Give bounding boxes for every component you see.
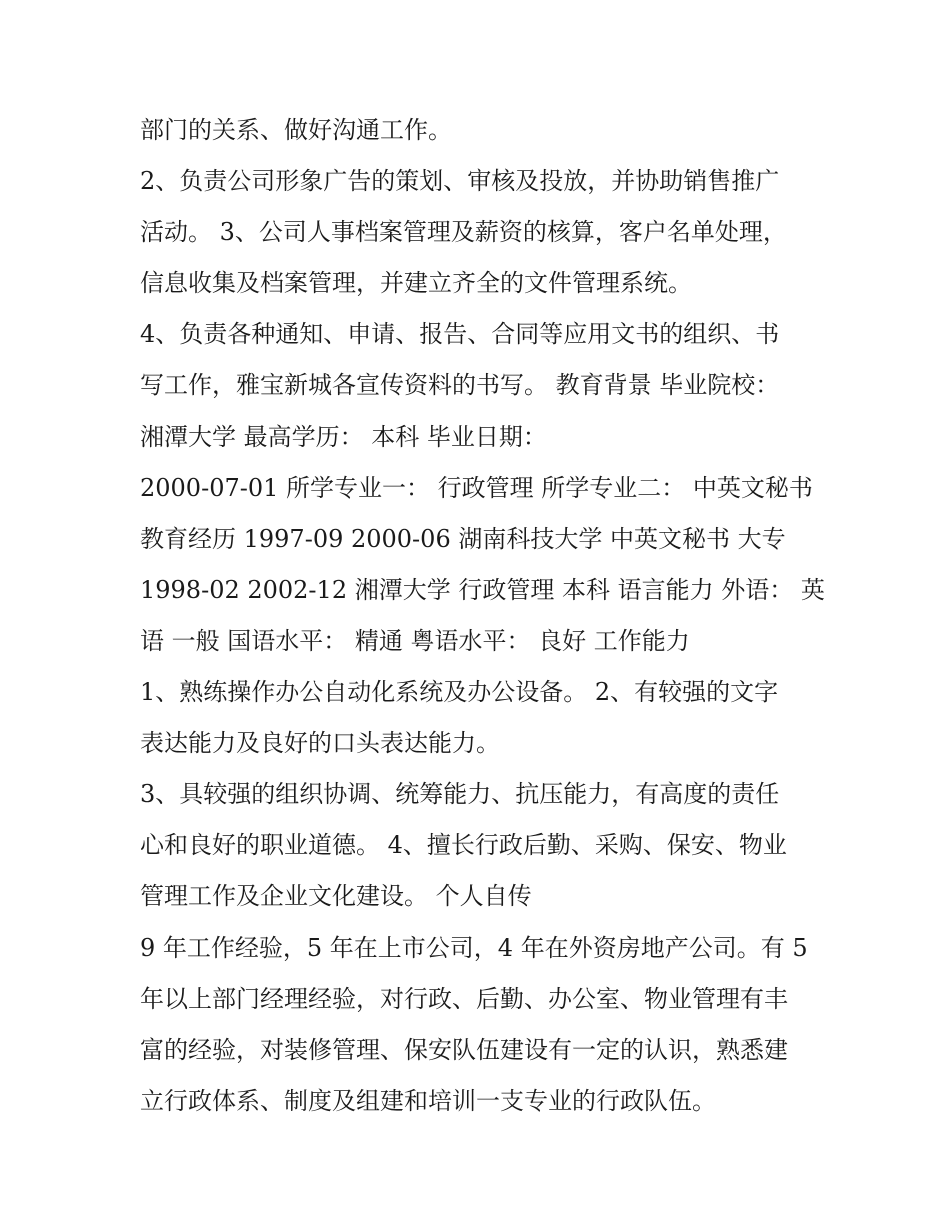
- text-line: 教育经历 1997-09 2000-06 湖南科技大学 中英文秘书 大专: [140, 524, 786, 553]
- text-line: 富的经验，对装修管理、保安队伍建设有一定的认识，熟悉建: [140, 1035, 788, 1064]
- document-body: [140, 105, 830, 1127]
- text-line: 1、熟练操作办公自动化系统及办公设备。 2、有较强的文字: [140, 678, 779, 707]
- text-line: 语 一般 国语水平： 精通 粤语水平： 良好 工作能力: [140, 626, 690, 655]
- text-line: 2000-07-01 所学专业一： 行政管理 所学专业二： 中英文秘书: [140, 473, 813, 502]
- text-line: 写工作，雅宝新城各宣传资料的书写。 教育背景 毕业院校：: [140, 371, 780, 400]
- text-line: 部门的关系、做好沟通工作。: [140, 116, 452, 144]
- text-line: 活动。 3、公司人事档案管理及薪资的核算，客户名单处理，: [140, 218, 787, 247]
- text-line: 管理工作及企业文化建设。 个人自传: [140, 882, 532, 911]
- text-line: 4、负责各种通知、申请、报告、合同等应用文书的组织、书: [140, 320, 780, 349]
- text-line: 年以上部门经理经验，对行政、后勤、办公室、物业管理有丰: [140, 984, 788, 1013]
- text-line: 湘潭大学 最高学历： 本科 毕业日期：: [140, 422, 547, 451]
- text-line: 立行政体系、制度及组建和培训一支专业的行政队伍。: [140, 1086, 716, 1115]
- text-line: 信息收集及档案管理，并建立齐全的文件管理系统。: [140, 269, 692, 298]
- text-line: 1998-02 2002-12 湘潭大学 行政管理 本科 语言能力 外语： 英: [140, 575, 825, 604]
- text-line: 2、负责公司形象广告的策划、审核及投放，并协助销售推广: [140, 167, 780, 196]
- text-line: 表达能力及良好的口头表达能力。: [140, 729, 500, 758]
- text-line: 9 年工作经验，5 年在上市公司，4 年在外资房地产公司。有 5: [140, 933, 808, 962]
- text-line: 心和良好的职业道德。 4、擅长行政后勤、采购、保安、物业: [140, 831, 787, 860]
- text-line: 3、具较强的组织协调、统筹能力、抗压能力，有高度的责任: [140, 780, 780, 809]
